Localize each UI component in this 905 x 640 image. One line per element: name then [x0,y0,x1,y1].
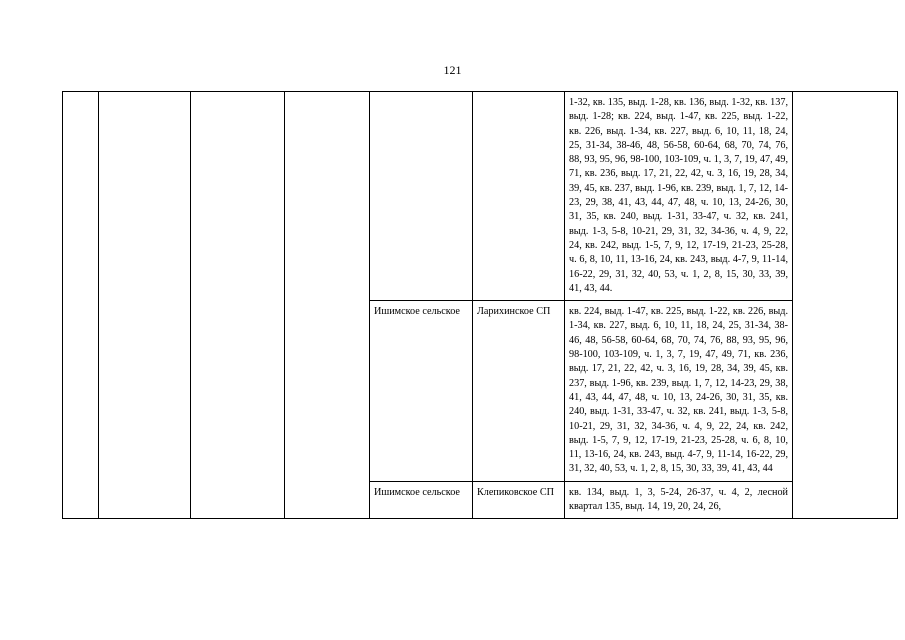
col-3-cell [191,92,285,519]
district-cell: Ларихинское СП [473,301,565,482]
district-cell [473,92,565,301]
col-1-cell [63,92,99,519]
district-cell: Клепиковское СП [473,481,565,519]
col-2-cell [99,92,191,519]
forestry-cell: Ишимское сельское [370,481,473,519]
page-number: 121 [443,63,462,77]
table-row [63,92,898,301]
col-4-cell [285,92,370,519]
quarters-cell: кв. 134, выд. 1, 3, 5-24, 26-37, ч. 4, 2, лесной квартал 135, выд. 14, 19, 20, 24, 26, [565,481,793,519]
quarters-cell: 1-32, кв. 135, выд. 1-28, кв. 136, выд. 1-32, кв. 137, выд. 1-28; кв. 224, выд. 1-47, кв. 225, выд. 1-22, кв. 226, выд. 1-34, кв. 227, выд. 6, 10, 11, 18, 24, 25, 31-34, 38-46, 48, 56-58, 60-64, 68, 70, 74, 76, 88, 93, 95, 96, 98-100, 103-109, ч. 1, 3, 7, 19, 47, 49, 71, кв. 236, выд. 17, 21, 22, 42, ч. 3, 16, 19, 28, 34, 39, 45, кв. 237, выд. 1-96, кв. 239, выд. 1, 7, 12, 14-23, 29, 38, 41, 43, 44, 47, 48, ч. 10, 13, 24-26, 30, 31, 35, кв. 240, выд. 1-31, 33-47, ч. 32, кв. 241, выд. 1-3, 5-8, 10-21, 29, 31, 32, 34-36, ч. 4, 9, 22, 24, кв. 242, выд. 1-5, 7, 9, 12, 17-19, 21-23, 25-28, ч. 6, 8, 10, 11, 13-16, 24, кв. 243, выд. 4-7, 9, 11-14, 16-22, 29, 31, 32, 40, 53, ч. 1, 2, 8, 15, 30, 33, 39, 41, 43, 44. [565,92,793,301]
col-8-cell [793,92,898,519]
forest-areas-table [62,91,898,519]
forestry-cell [370,92,473,301]
forestry-cell: Ишимское сельское [370,301,473,482]
quarters-cell: кв. 224, выд. 1-47, кв. 225, выд. 1-22, кв. 226, выд. 1-34, кв. 227, выд. 6, 10, 11, 18, 24, 25, 31-34, 38-46, 48, 56-58, 60-64, 68, 70, 74, 76, 88, 93, 95, 96, 98-100, 103-109, ч. 1, 3, 7, 19, 47, 49, 71, кв. 236, выд. 17, 21, 22, 42, ч. 3, 16, 19, 28, 34, 39, 45, кв. 237, выд. 1-96, кв. 239, выд. 1, 7, 12, 14-23, 29, 38, 41, 43, 44, 47, 48, ч. 10, 13, 24-26, 30, 31, 35, кв. 240, выд. 1-31, 33-47, ч. 32, кв. 241, выд. 1-3, 5-8, 10-21, 29, 31, 32, 34-36, ч. 4, 9, 22, 24, кв. 242, выд. 1-5, 7, 9, 12, 17-19, 21-23, 25-28, ч. 6, 8, 10, 11, 13-16, 24, кв. 243, выд. 4-7, 9, 11-14, 16-22, 29, 31, 32, 40, 53, ч. 1, 2, 8, 15, 30, 33, 39, 41, 43, 44 [565,301,793,482]
